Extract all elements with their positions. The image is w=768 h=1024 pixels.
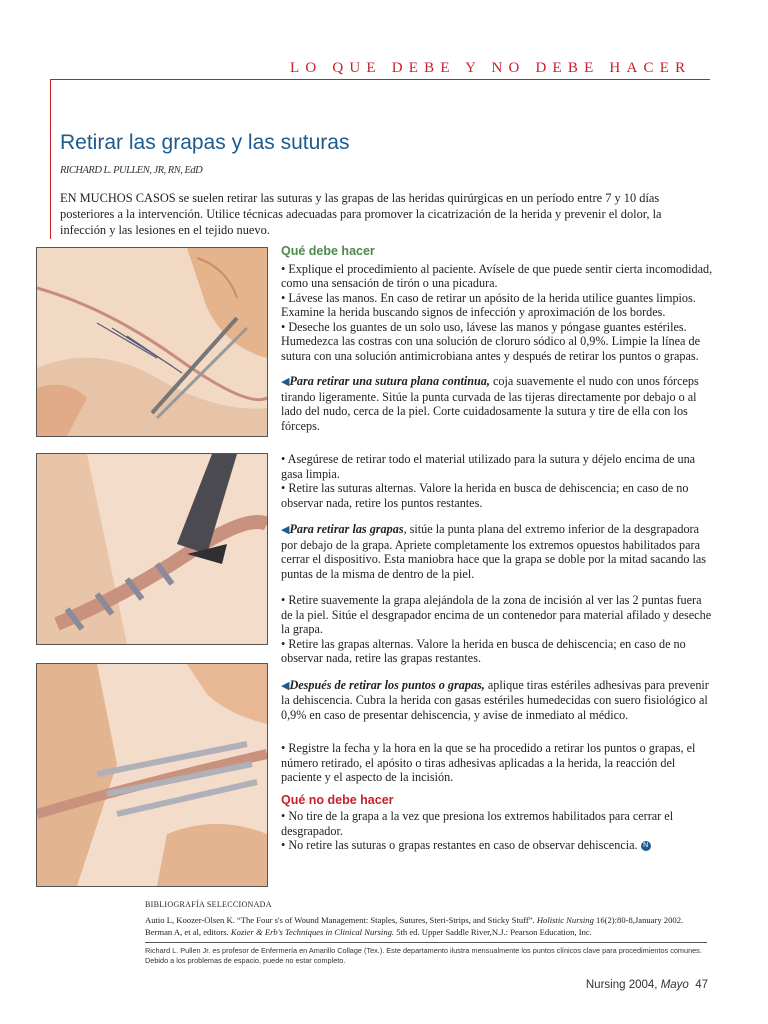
do-bullet: • Retire las grapas alternas. Valore la herida en busca de dehiscencia; en caso de no observar nada, retire las grapas restantes.: [281, 636, 686, 665]
do-bullet: • Deseche los guantes de un solo uso, lávese las manos y póngase guantes estériles. Humedezca las costras con una solución de cloruro sódico al 0,9%. Limpie la línea de sutura con una solución antimicrobiana antes y después de retirar los puntos o grapas.: [281, 319, 700, 363]
article-intro: [60, 190, 710, 238]
arrow-left-icon: ◀: [281, 376, 290, 388]
dont-bullet: • No tire de la grapa a la vez que presiona los extremos habilitados para cerrar el desgrapador.: [281, 809, 674, 838]
header-rule: [50, 79, 710, 80]
illustration-adhesive-strips: [36, 663, 268, 887]
page-number: 47: [695, 979, 708, 991]
article-title: Retirar las grapas y las suturas: [60, 131, 350, 154]
do-bullet: • Retire las suturas alternas. Valore la herida en busca de dehiscencia; en caso de no observar nada, retire los puntos restantes.: [281, 481, 689, 510]
do-bullet: • Lávese las manos. En caso de retirar un apósito de la herida utilice guantes limpios. Examine la herida buscando signos de infección y aproximación de los bordes.: [281, 290, 696, 319]
step-sutura: ◀Para retirar una sutura plana continua, coja suavemente el nudo con unos fórceps tirando ligeramente. Sitúe la punta curvada de las tijeras directamente por debajo o al lado del nudo, cerca de la piel. Corte cuidadosamente la sutura y tire de ella con los fórceps.: [281, 374, 699, 433]
illustration-staple-remover: [36, 453, 268, 645]
intro-lead: EN MUCHOS CASOS: [60, 191, 176, 205]
author-footnote: Richard L. Pullen Jr. es profesor de Enfermería en Amarillo Collage (Tex.). Este departamento ilustra mensualmente los puntos clínicos clave para procedimientos comunes. Debido a los problemas de espacio, puede no estar completo.: [145, 946, 702, 965]
arrow-left-icon: ◀: [281, 524, 290, 536]
footnote-rule: [145, 942, 707, 943]
do-bullet: • Explique el procedimiento al paciente. Avísele de que puede sentir cierta incomodidad, como una sensación de tirón o una picadura.: [281, 261, 713, 290]
do-bullet: • Asegúrese de retirar todo el material utilizado para la sutura y déjelo encima de una gasa limpia.: [281, 452, 696, 481]
do-bullet: • Registre la fecha y la hora en la que se ha procedido a retirar los puntos o grapas, el número retirado, el apósito o tiras adhesivas aplicadas a la herida, la reacción del paciente y el aspecto de la incisión.: [281, 741, 696, 784]
bibliography-entry: Berman A, et al, editors. Kozier & Erb's Techniques in Clinical Nursing. 5th ed. Upper Saddle River,N.J.: Pearson Education, Inc.: [145, 927, 592, 937]
dont-bullet: • No retire las suturas o grapas restantes en caso de observar dehiscencia. N: [281, 838, 713, 853]
end-mark-icon: N: [641, 841, 651, 851]
dont-heading: Qué no debe hacer: [281, 792, 394, 807]
header-rule-vertical: [50, 79, 51, 239]
do-bullet: • Retire suavemente la grapa alejándola de la zona de incisión al ver las 2 puntas fuera de la piel. Sitúe el desgrapador encima de un contenedor para material afilado y deseche la grapa.: [281, 593, 712, 636]
illustration-suture-removal: [36, 247, 268, 437]
bibliography-entry: Autio L, Koozer-Olsen K. “The Four s's of Wound Management: Staples, Sutures, Steri-Strips, and Sticky Stuff”. Holistic Nursing 16(2):80-8,January 2002.: [145, 915, 684, 925]
do-heading: Qué debe hacer: [281, 244, 375, 258]
step-despues: ◀Después de retirar los puntos o grapas, aplique tiras estériles adhesivas para prevenir la dehiscencia. Cubra la herida con gasas estériles humedecidas con suero fisiológico al 0,9% en caso de presentar dehiscencia, y avise de inmediato al médico.: [281, 677, 709, 722]
page-footer: Nursing 2004, Mayo 47: [585, 979, 708, 991]
intro-text: se suelen retirar las suturas y las grapas de las heridas quirúrgicas en un período entre 7 y 10 días posteriores a la intervención. Utilice técnicas adecuadas para promover la cicatrización de la herida y prevenir el dolor, la infección y las lesiones en el tejido nuevo.: [60, 191, 662, 237]
article-author: RICHARD L. PULLEN, JR, RN, EdD: [60, 165, 203, 176]
arrow-left-icon: ◀: [281, 679, 290, 692]
do-section: [281, 244, 713, 853]
bibliography: [145, 899, 725, 938]
step-grapas: ◀Para retirar las grapas, sitúe la punta plana del extremo inferior de la desgrapadora por debajo de la grapa. Apriete completamente los extremos opuestos habilitados para cerrar el dispositivo. Esta maniobra hace que la grapa se doble por la mitad sacando las puntas de la misma de dentro de la piel.: [281, 522, 707, 581]
bibliography-heading: BIBLIOGRAFÍA SELECCIONADA: [145, 900, 272, 909]
section-header: LO QUE DEBE Y NO DEBE HACER: [290, 60, 692, 76]
